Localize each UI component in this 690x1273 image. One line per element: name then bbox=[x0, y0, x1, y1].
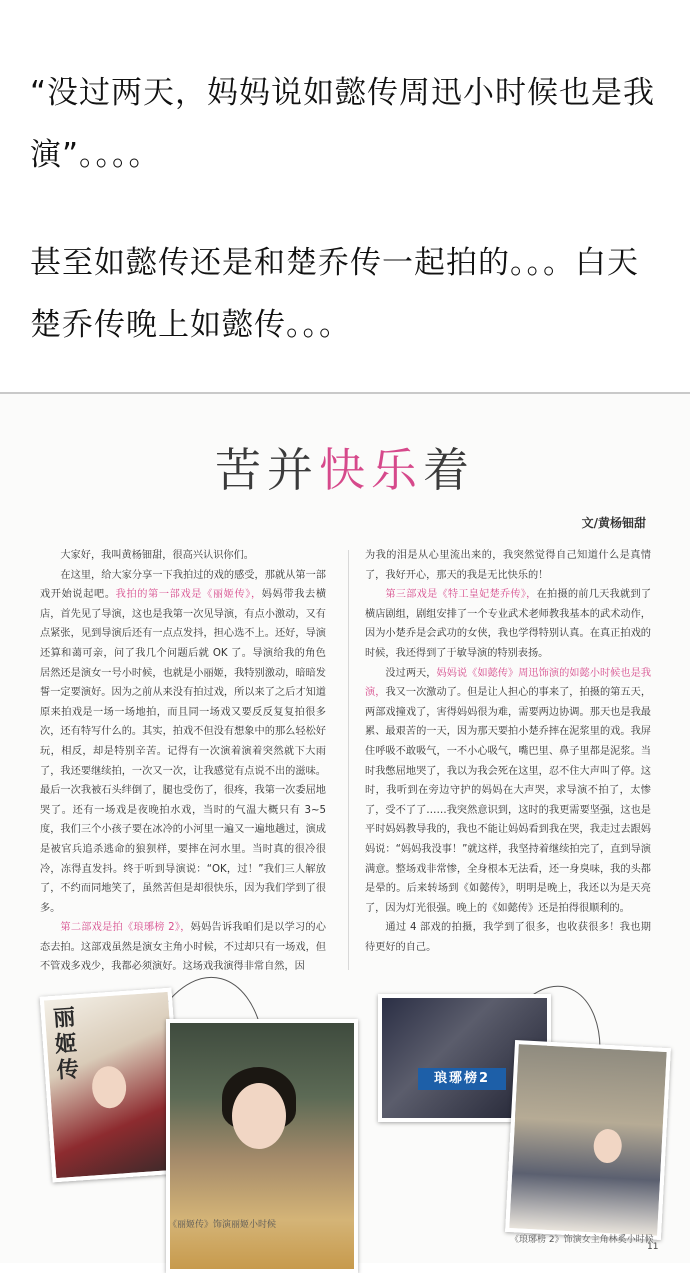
langya-logo: 琅琊榜2 bbox=[418, 1068, 506, 1090]
article-column-left bbox=[40, 546, 326, 977]
caption-langya: 《琅琊榜 2》饰演女主角林奚小时候 bbox=[510, 1235, 654, 1245]
caption-liji: 《丽姬传》饰演丽姬小时候 bbox=[168, 1220, 277, 1230]
right-paragraph-1: 为我的泪是从心里流出来的，我突然觉得自己知道什么是真情了，我好开心，那天的我是无比快乐的！ bbox=[365, 550, 651, 581]
photo-child-in-bamboo bbox=[166, 1019, 358, 1273]
photo-langya-scene bbox=[505, 1040, 671, 1240]
left-paragraph-3 bbox=[40, 918, 326, 977]
right-text-2: 没过两天， bbox=[385, 667, 437, 679]
post-paragraph-1: “没过两天，妈妈说如懿传周迅小时候也是我演”。。。。 bbox=[30, 75, 656, 173]
title-highlight: 快乐 bbox=[319, 443, 423, 497]
byline: 文/黄杨钿甜 bbox=[581, 516, 646, 530]
poster-calligraphy: 丽姬传 bbox=[52, 1004, 80, 1084]
left-text-end: 妈妈告诉我咱们是以学习的心态去拍。这部戏虽然是演女主角小时候，不过却只有一场戏，但不管戏多戏少，我都必须演好。这场戏我演得非常自然，因 bbox=[40, 922, 326, 973]
left-paragraph-2 bbox=[40, 566, 326, 919]
left-highlight-1: 我拍的第一部戏是《丽姬传》， bbox=[115, 589, 262, 601]
article-title bbox=[0, 434, 690, 500]
left-highlight-2: 第二部戏是拍《琅琊榜 2》， bbox=[60, 922, 191, 934]
page-number: 11 bbox=[647, 1242, 659, 1252]
photo-liji-poster bbox=[40, 988, 185, 1183]
right-paragraph-3 bbox=[365, 664, 651, 919]
right-paragraph-4: 通过 4 部戏的拍摄，我学到了很多，也收获很多！我也期待更好的自己。 bbox=[365, 922, 651, 953]
left-text-body: 妈妈带我去横店，首先见了导演，这也是我第一次见导演，有点小激动，又有点紧张，见到导演后还有一点点发抖，担心选不上。还好，导演还算和蔼可亲，问了我几个问题后就 OK 了。导演给我的角色居然还是演女一号小时候，也就是小丽姬，我特别激动，暗暗发誓一定要演好。因为之前从来没有拍过戏，所以来了之后才知道原来拍戏是一场一场地拍，而且同一场戏又要反反复复拍很多次，还有特写什么的。其实，拍戏不但没有想象中的那么轻松好玩，相反，却是特别辛苦。记得有一次演着演着突然就下大雨了，我还要继续拍，一次又一次，让我感觉有点说不出的滋味。最后一次我被石头绊倒了，腿也受伤了，很疼，我第一次委屈地哭了。还有一场戏是夜晚拍水戏，当时的气温大概只有 3~5 度，我们三个小孩子要在冰冷的小河里一遍又一遍地趟过，演成是被官兵追杀逃命的狼狈样，要摔在河水里。当时真的很冷很冷，冻得直发抖。终于听到导演说：“OK，过！”我们三人解放了，不约而同地笑了，虽然苦但是却很快乐，因为我们学到了很多。 bbox=[40, 589, 327, 914]
child-face bbox=[232, 1083, 286, 1149]
left-paragraph-1: 大家好，我叫黄杨钿甜，很高兴认识你们。 bbox=[60, 550, 254, 561]
post-text bbox=[30, 62, 670, 356]
title-part-2: 并 bbox=[267, 443, 319, 497]
post-paragraph-2: 甚至如懿传还是和楚乔传一起拍的。。。白天楚乔传晚上如懿传。。。 bbox=[30, 245, 639, 343]
right-paragraph-2 bbox=[365, 585, 651, 663]
right-text-3: 我又一次激动了。但是让人担心的事来了，拍摄的第五天，两部戏撞戏了，害得妈妈很为难，需要两边协调。那天也是我最累、最艰苦的一天，因为那天要拍小楚乔摔在泥浆里的戏。我屏住呼吸不敢吸气，一不小心吸气，嘴巴里、鼻子里都是泥浆。当时我憋屈地哭了，我以为我会死在这里，忍不住大声叫了停。这时，我听到在旁边守护的妈妈在大声哭，求导演不拍了，太惨了，受不了了……我突然意识到，这时的我更需要坚强，这也是平时妈妈教导我的，我也不能让妈妈看到我在哭，我走过去跟妈妈说：“妈妈我没事！”就这样，我坚持着继续拍完了，直到导演满意。整场戏非常惨，全身根本无法看，还一身臭味，我的头都是晕的。后来转场到《如懿传》，明明是晚上，我还以为是天亮了，因为灯光很强。晚上的《如懿传》还是拍得很顺利的。 bbox=[365, 687, 652, 914]
article-column-right bbox=[365, 546, 651, 957]
right-text-1: 在拍摄的前几天我就到了横店剧组，剧组安排了一个专业武术老师教我基本的武术动作，因为小楚乔是会武功的女侠，我也学得特别认真。在真正拍戏的时候，我还得到了于敏导演的特别表扬。 bbox=[365, 589, 652, 659]
right-highlight-1: 第三部戏是《特工皇妃楚乔传》， bbox=[385, 589, 537, 601]
right-highlight-2: 妈妈说《如懿传》周迅饰演的如懿小时候也是我演， bbox=[365, 667, 652, 699]
column-divider bbox=[348, 550, 349, 970]
poster-face bbox=[91, 1065, 128, 1109]
magazine-page bbox=[0, 392, 690, 1263]
scene-face bbox=[593, 1128, 623, 1163]
title-part-3: 着 bbox=[423, 443, 475, 497]
left-text-intro: 在这里，给大家分享一下我拍过的戏的感受，那就从第一部戏开始说起吧。 bbox=[40, 569, 326, 601]
title-part-1: 苦 bbox=[215, 443, 267, 497]
